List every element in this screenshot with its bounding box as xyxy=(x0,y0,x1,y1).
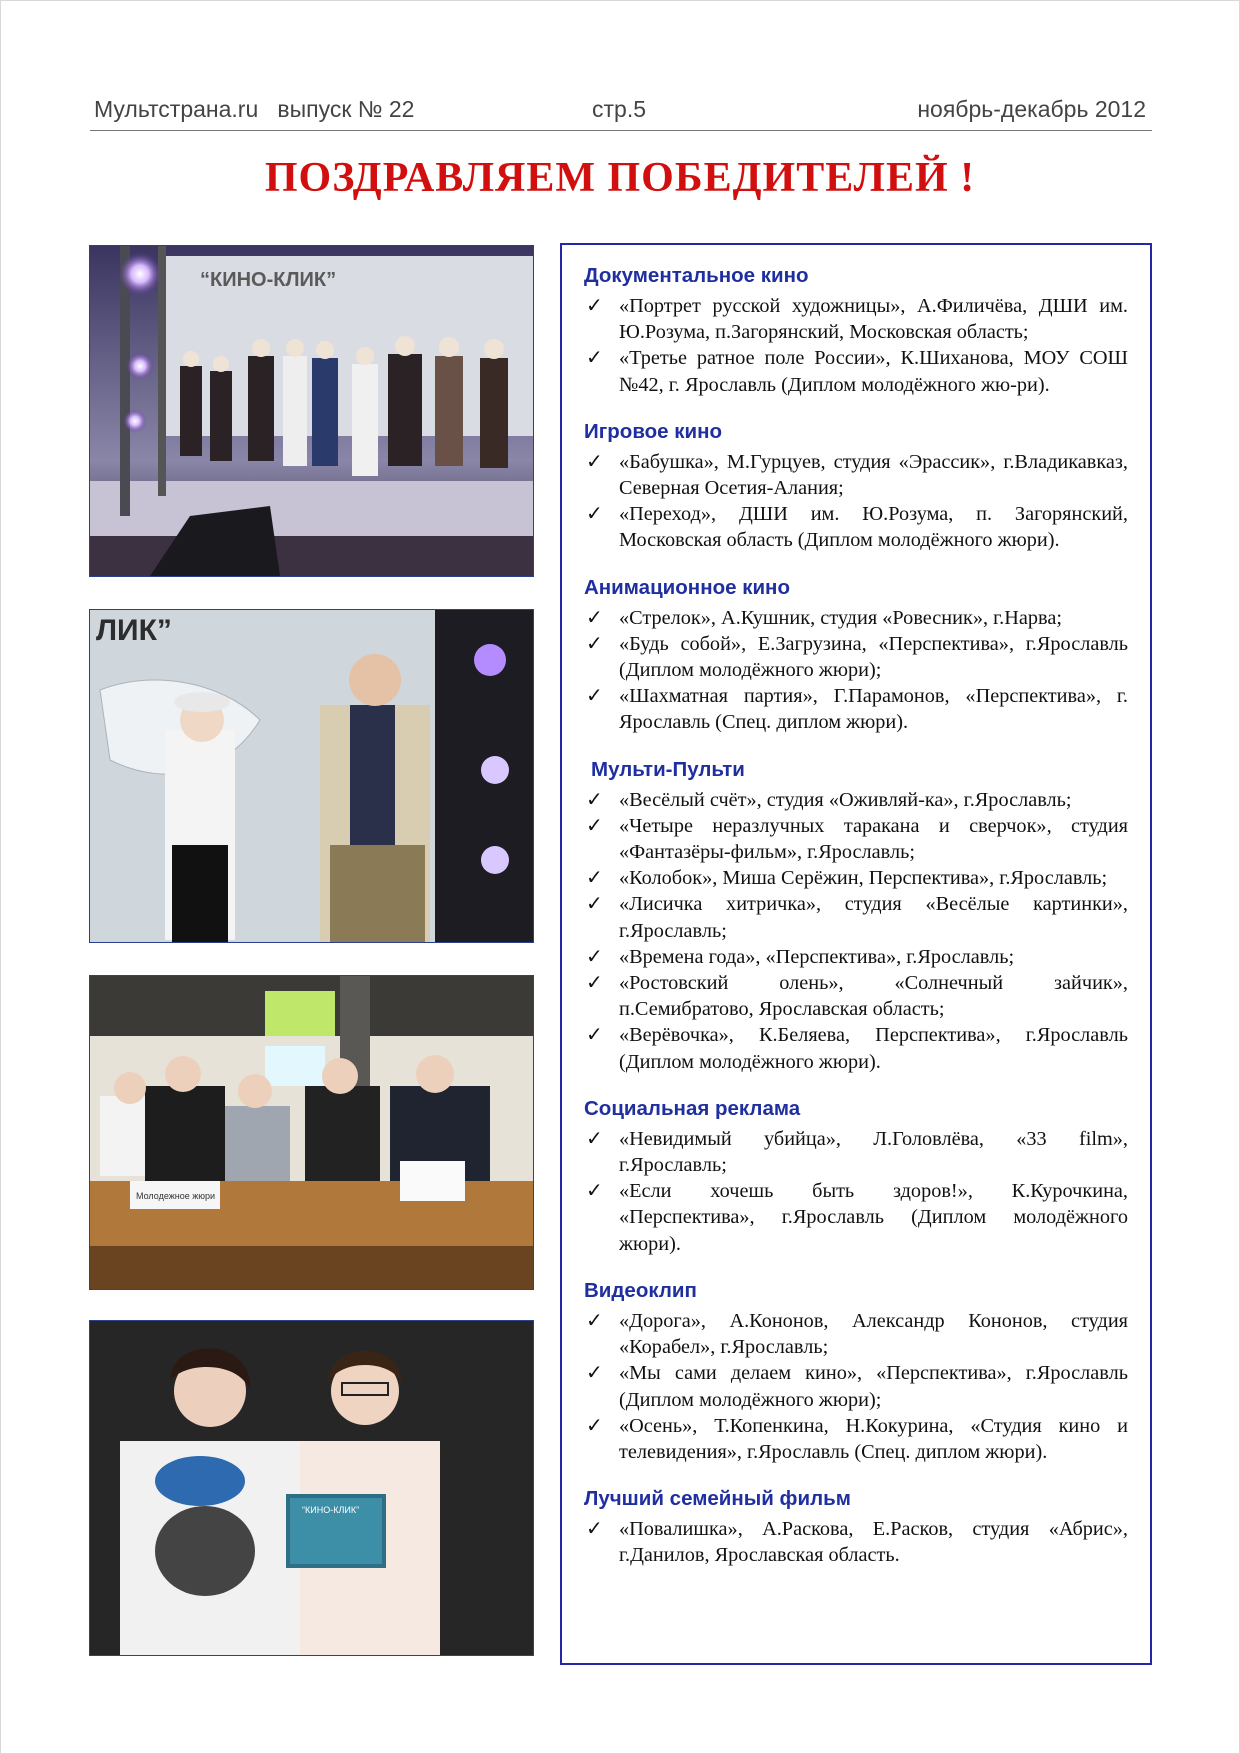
category-animation xyxy=(584,575,1128,736)
category-title: Мульти-Пульти xyxy=(591,757,745,781)
category-videoclip xyxy=(584,1278,1128,1465)
checkmark-icon: ✓ xyxy=(586,972,603,995)
checkmark-icon: ✓ xyxy=(586,606,603,629)
checkmark-icon: ✓ xyxy=(586,1127,603,1150)
list-item: ✓ «Верёвочка», К.Беляева, Перспектива», г.Ярославль (Диплом молодёжного жюри). xyxy=(586,1024,1128,1073)
checkmark-icon: ✓ xyxy=(586,347,603,370)
list-item: ✓ «Ростовский олень», «Солнечный зайчик», п.Семибратово, Ярославская область; xyxy=(586,972,1128,1021)
list-item: ✓ «Портрет русской художницы», А.Филичёва, ДШИ им. Ю.Розума, п.Загорянский, Московская область; xyxy=(586,295,1128,344)
checkmark-icon: ✓ xyxy=(586,788,603,811)
checkmark-icon: ✓ xyxy=(586,685,603,708)
list-item: ✓ «Будь собой», Е.Загрузина, «Перспектива», г.Ярославль (Диплом молодёжного жюри); xyxy=(586,632,1128,682)
photo-stage-winners xyxy=(89,245,534,577)
list-item: ✓ «Повалишка», А.Раскова, Е.Расков, студия «Абрис», г.Данилов, Ярославская область. xyxy=(586,1518,1128,1567)
list-item: ✓ «Весёлый счёт», студия «Оживляй-ка», г.Ярославль; xyxy=(584,787,1128,813)
checkmark-icon: ✓ xyxy=(586,503,603,526)
category-title: Лучший семейный фильм xyxy=(584,1487,851,1511)
checkmark-icon: ✓ xyxy=(586,295,603,317)
header-date: ноябрь-декабрь 2012 xyxy=(917,96,1146,122)
list-item: ✓ «Времена года», «Перспектива», г.Ярославль; xyxy=(584,944,1128,970)
svg-text:ЛИК”: ЛИК” xyxy=(96,614,172,647)
list-item: ✓ «Третье ратное поле России», К.Шиханова, МОУ СОШ №42, г. Ярославль (Диплом молодёжного жю-ри). xyxy=(586,347,1128,396)
winners-box xyxy=(560,243,1152,1665)
list-item: ✓ «Мы сами делаем кино», «Перспектива», г.Ярославль (Диплом молодёжного жюри); xyxy=(586,1362,1128,1411)
list-item: ✓ «Шахматная партия», Г.Парамонов, «Перспектива», г. Ярославль (Спец. диплом жюри). xyxy=(586,685,1128,734)
category-family-film xyxy=(584,1486,1128,1568)
category-title: Видеоклип xyxy=(584,1278,697,1302)
category-documentary xyxy=(584,263,1128,398)
checkmark-icon: ✓ xyxy=(586,632,603,655)
category-title: Документальное кино xyxy=(584,264,809,287)
checkmark-icon: ✓ xyxy=(586,1309,603,1332)
checkmark-icon: ✓ xyxy=(586,1518,603,1541)
checkmark-icon: ✓ xyxy=(586,1414,603,1437)
svg-text:“КИНО-КЛИК”: “КИНО-КЛИК” xyxy=(302,1505,360,1515)
category-feature xyxy=(584,419,1128,554)
header-page-number: стр.5 xyxy=(592,96,647,122)
list-item: ✓ «Дорога», А.Кононов, Александр Кононов, студия «Корабел», г.Ярославль; xyxy=(586,1309,1128,1359)
category-title: Анимационное кино xyxy=(584,575,790,599)
checkmark-icon: ✓ xyxy=(586,893,603,916)
category-title: Социальная реклама xyxy=(584,1096,801,1120)
list-item: ✓ «Лисичка хитричка», студия «Весёлые картинки», г.Ярославль; xyxy=(586,893,1128,942)
checkmark-icon: ✓ xyxy=(586,814,603,837)
list-item: ✓ «Стрелок», А.Кушник, студия «Ровесник», г.Нарва; xyxy=(584,605,1128,631)
list-item: ✓ «Бабушка», М.Гурцуев, студия «Эрассик», г.Владикавказ, Северная Осетия-Алания; xyxy=(586,450,1128,500)
page-header xyxy=(90,94,1152,131)
photo-speaker xyxy=(89,609,534,943)
category-social-ad xyxy=(584,1096,1128,1257)
checkmark-icon: ✓ xyxy=(586,1024,603,1047)
category-multi-pulti xyxy=(584,757,1128,1075)
checkmark-icon: ✓ xyxy=(586,867,603,890)
header-issue: Мультстрана.ru выпуск № 22 xyxy=(94,96,415,122)
svg-text:“КИНО-КЛИК”: “КИНО-КЛИК” xyxy=(200,269,337,291)
page-title: ПОЗДРАВЛЯЕМ ПОБЕДИТЕЛЕЙ ! xyxy=(264,155,976,201)
checkmark-icon: ✓ xyxy=(586,1180,603,1203)
svg-text:Молодежное жюри: Молодежное жюри xyxy=(136,1191,216,1201)
category-title: Игровое кино xyxy=(584,419,723,443)
checkmark-icon: ✓ xyxy=(586,1362,603,1385)
checkmark-icon: ✓ xyxy=(586,450,603,473)
list-item: ✓ «Колобок», Миша Серёжин, Перспектива», г.Ярославль; xyxy=(584,865,1128,891)
list-item: ✓ «Переход», ДШИ им. Ю.Розума, п. Загорянский, Московская область (Диплом молодёжного жюри). xyxy=(586,503,1128,552)
photo-girls-diploma xyxy=(89,1320,534,1656)
list-item: ✓ «Невидимый убийца», Л.Головлёва, «33 film», г.Ярославль; xyxy=(586,1127,1128,1177)
checkmark-icon: ✓ xyxy=(586,945,603,968)
list-item: ✓ «Если хочешь быть здоров!», К.Курочкина, «Перспектива», г.Ярославль (Диплом молодёжного жюри). xyxy=(586,1180,1128,1255)
photo-youth-jury xyxy=(89,975,534,1290)
list-item: ✓ «Осень», Т.Копенкина, Н.Кокурина, «Студия кино и телевидения», г.Ярославль (Спец. диплом жюри). xyxy=(586,1414,1128,1463)
list-item: ✓ «Четыре неразлучных таракана и сверчок», студия «Фантазёры-фильм», г.Ярославль; xyxy=(586,814,1128,864)
